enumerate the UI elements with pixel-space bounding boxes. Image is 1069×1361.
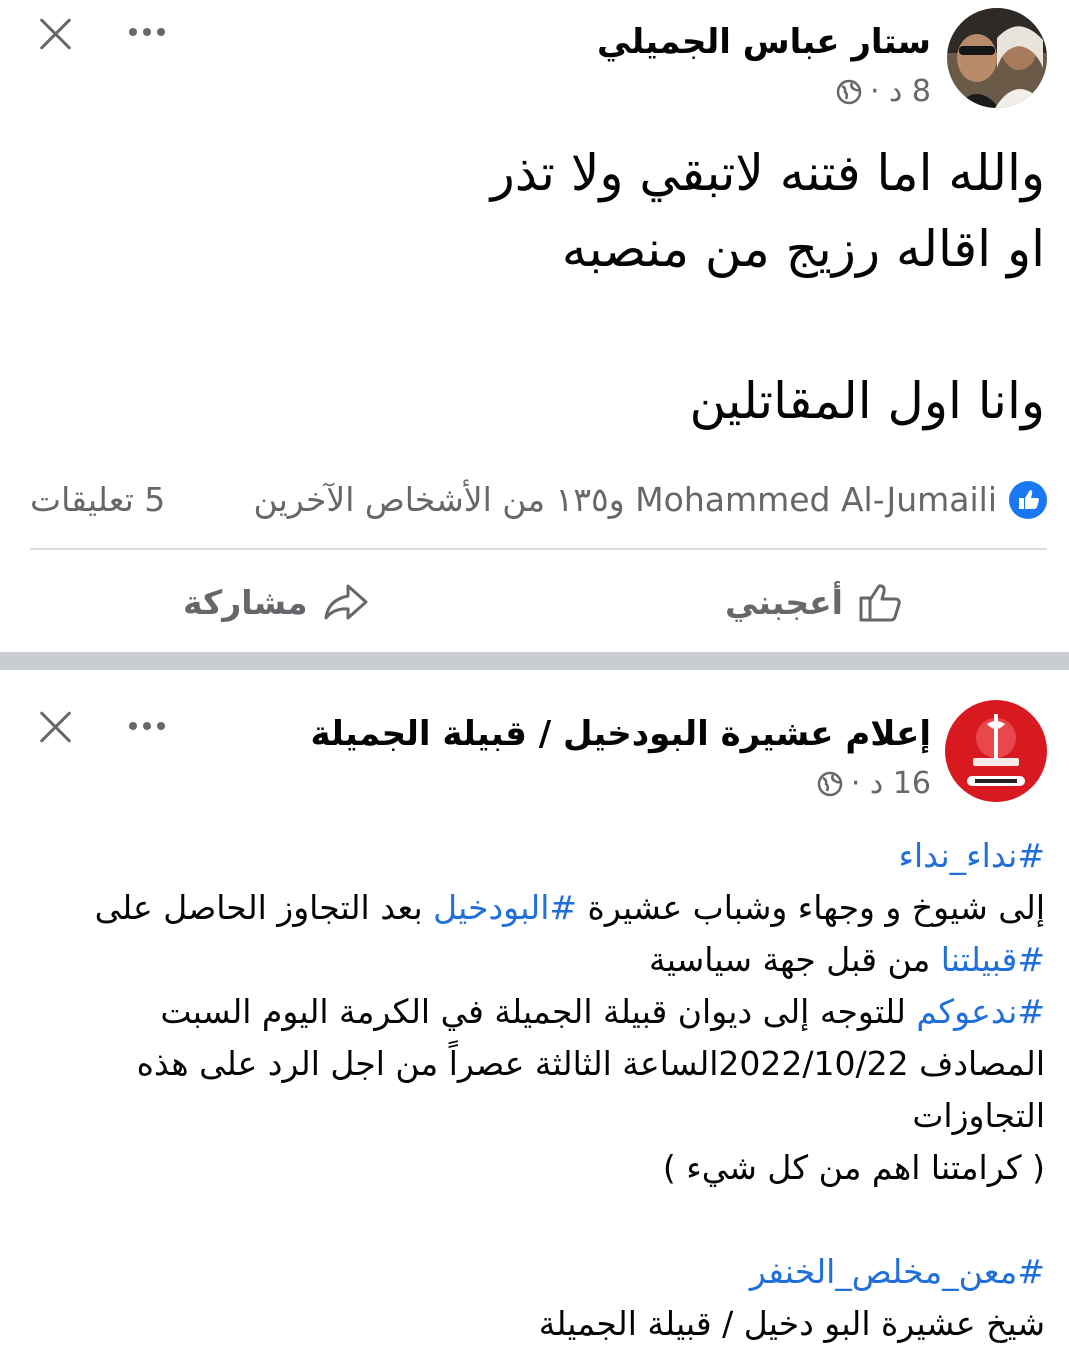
hashtag-link[interactable]: #نداء_نداء — [898, 836, 1045, 875]
reactions-text[interactable]: Mohammed Al-Jumaili و١٣٥ من الأشخاص الآخرين — [253, 480, 997, 519]
post-body-line — [35, 986, 1045, 1038]
post-meta — [817, 766, 931, 801]
share-icon — [322, 580, 370, 624]
page-avatar[interactable] — [945, 700, 1047, 802]
hashtag-link[interactable]: #ندعوكم — [916, 992, 1045, 1031]
post-2 — [0, 670, 1069, 1361]
post-body-line: شيخ عشيرة البو دخيل / قبيلة الجميلة — [538, 1304, 1045, 1343]
like-label: أعجبني — [725, 582, 843, 622]
share-label: مشاركة — [183, 582, 308, 622]
post-1 — [0, 0, 1069, 652]
post-meta — [836, 74, 931, 109]
hashtag-link[interactable]: #معن_مخلص_الخنفر — [749, 1252, 1045, 1291]
thumbs-up-icon — [857, 580, 905, 624]
more-icon[interactable] — [125, 22, 169, 42]
more-icon[interactable] — [125, 716, 169, 736]
avatar-photo — [947, 8, 1047, 108]
hashtag-link[interactable]: #قبيلتنا — [940, 940, 1045, 979]
comments-count[interactable]: 5 تعليقات — [30, 480, 166, 519]
globe-icon — [817, 771, 843, 797]
post-body — [35, 830, 1045, 1350]
like-icon — [1009, 481, 1047, 519]
globe-icon — [836, 79, 862, 105]
text: للتوجه إلى ديوان قبيلة الجميلة في الكرمة اليوم السبت — [160, 992, 917, 1031]
post-body-line: المصادف 2022/10/22الساعة الثالثة عصراً من اجل الرد على هذه — [136, 1044, 1045, 1083]
reactions-bar — [30, 476, 1047, 526]
hashtag-link[interactable]: #البودخيل — [433, 888, 578, 927]
post-time: 8 د · — [869, 74, 931, 109]
like-button[interactable] — [725, 572, 905, 632]
post-body — [345, 135, 1045, 439]
author-avatar[interactable] — [947, 8, 1047, 108]
post-body-line: ( كرامتنا اهم من كل شيء ) — [662, 1148, 1045, 1187]
post-body-line — [35, 934, 1045, 986]
post-body-line — [345, 287, 1045, 363]
post-author-name[interactable]: ستار عباس الجميلي — [597, 22, 931, 62]
post-author-name[interactable]: إعلام عشيرة البودخيل / قبيلة الجميلة — [310, 714, 931, 754]
divider — [30, 548, 1047, 550]
feed-separator — [0, 652, 1069, 670]
share-button[interactable] — [183, 572, 370, 632]
close-icon[interactable] — [33, 12, 77, 56]
close-icon[interactable] — [33, 705, 77, 749]
text: من قبل جهة سياسية — [649, 940, 941, 979]
post-body-line: والله اما فتنه لاتبقي ولا تذر — [490, 144, 1045, 202]
post-body-line: او اقاله رزيج من منصبه — [561, 220, 1045, 278]
tribe-logo-icon — [945, 700, 1047, 802]
post-body-line — [35, 882, 1045, 934]
text: بعد التجاوز الحاصل على — [94, 888, 434, 927]
text: إلى شيوخ و وجهاء وشباب عشيرة — [577, 888, 1045, 927]
post-time: 16 د · — [850, 766, 931, 801]
post-body-line: وانا اول المقاتلين — [689, 372, 1045, 430]
post-body-line: التجاوزات — [912, 1096, 1045, 1135]
blank-line — [35, 1194, 1045, 1246]
